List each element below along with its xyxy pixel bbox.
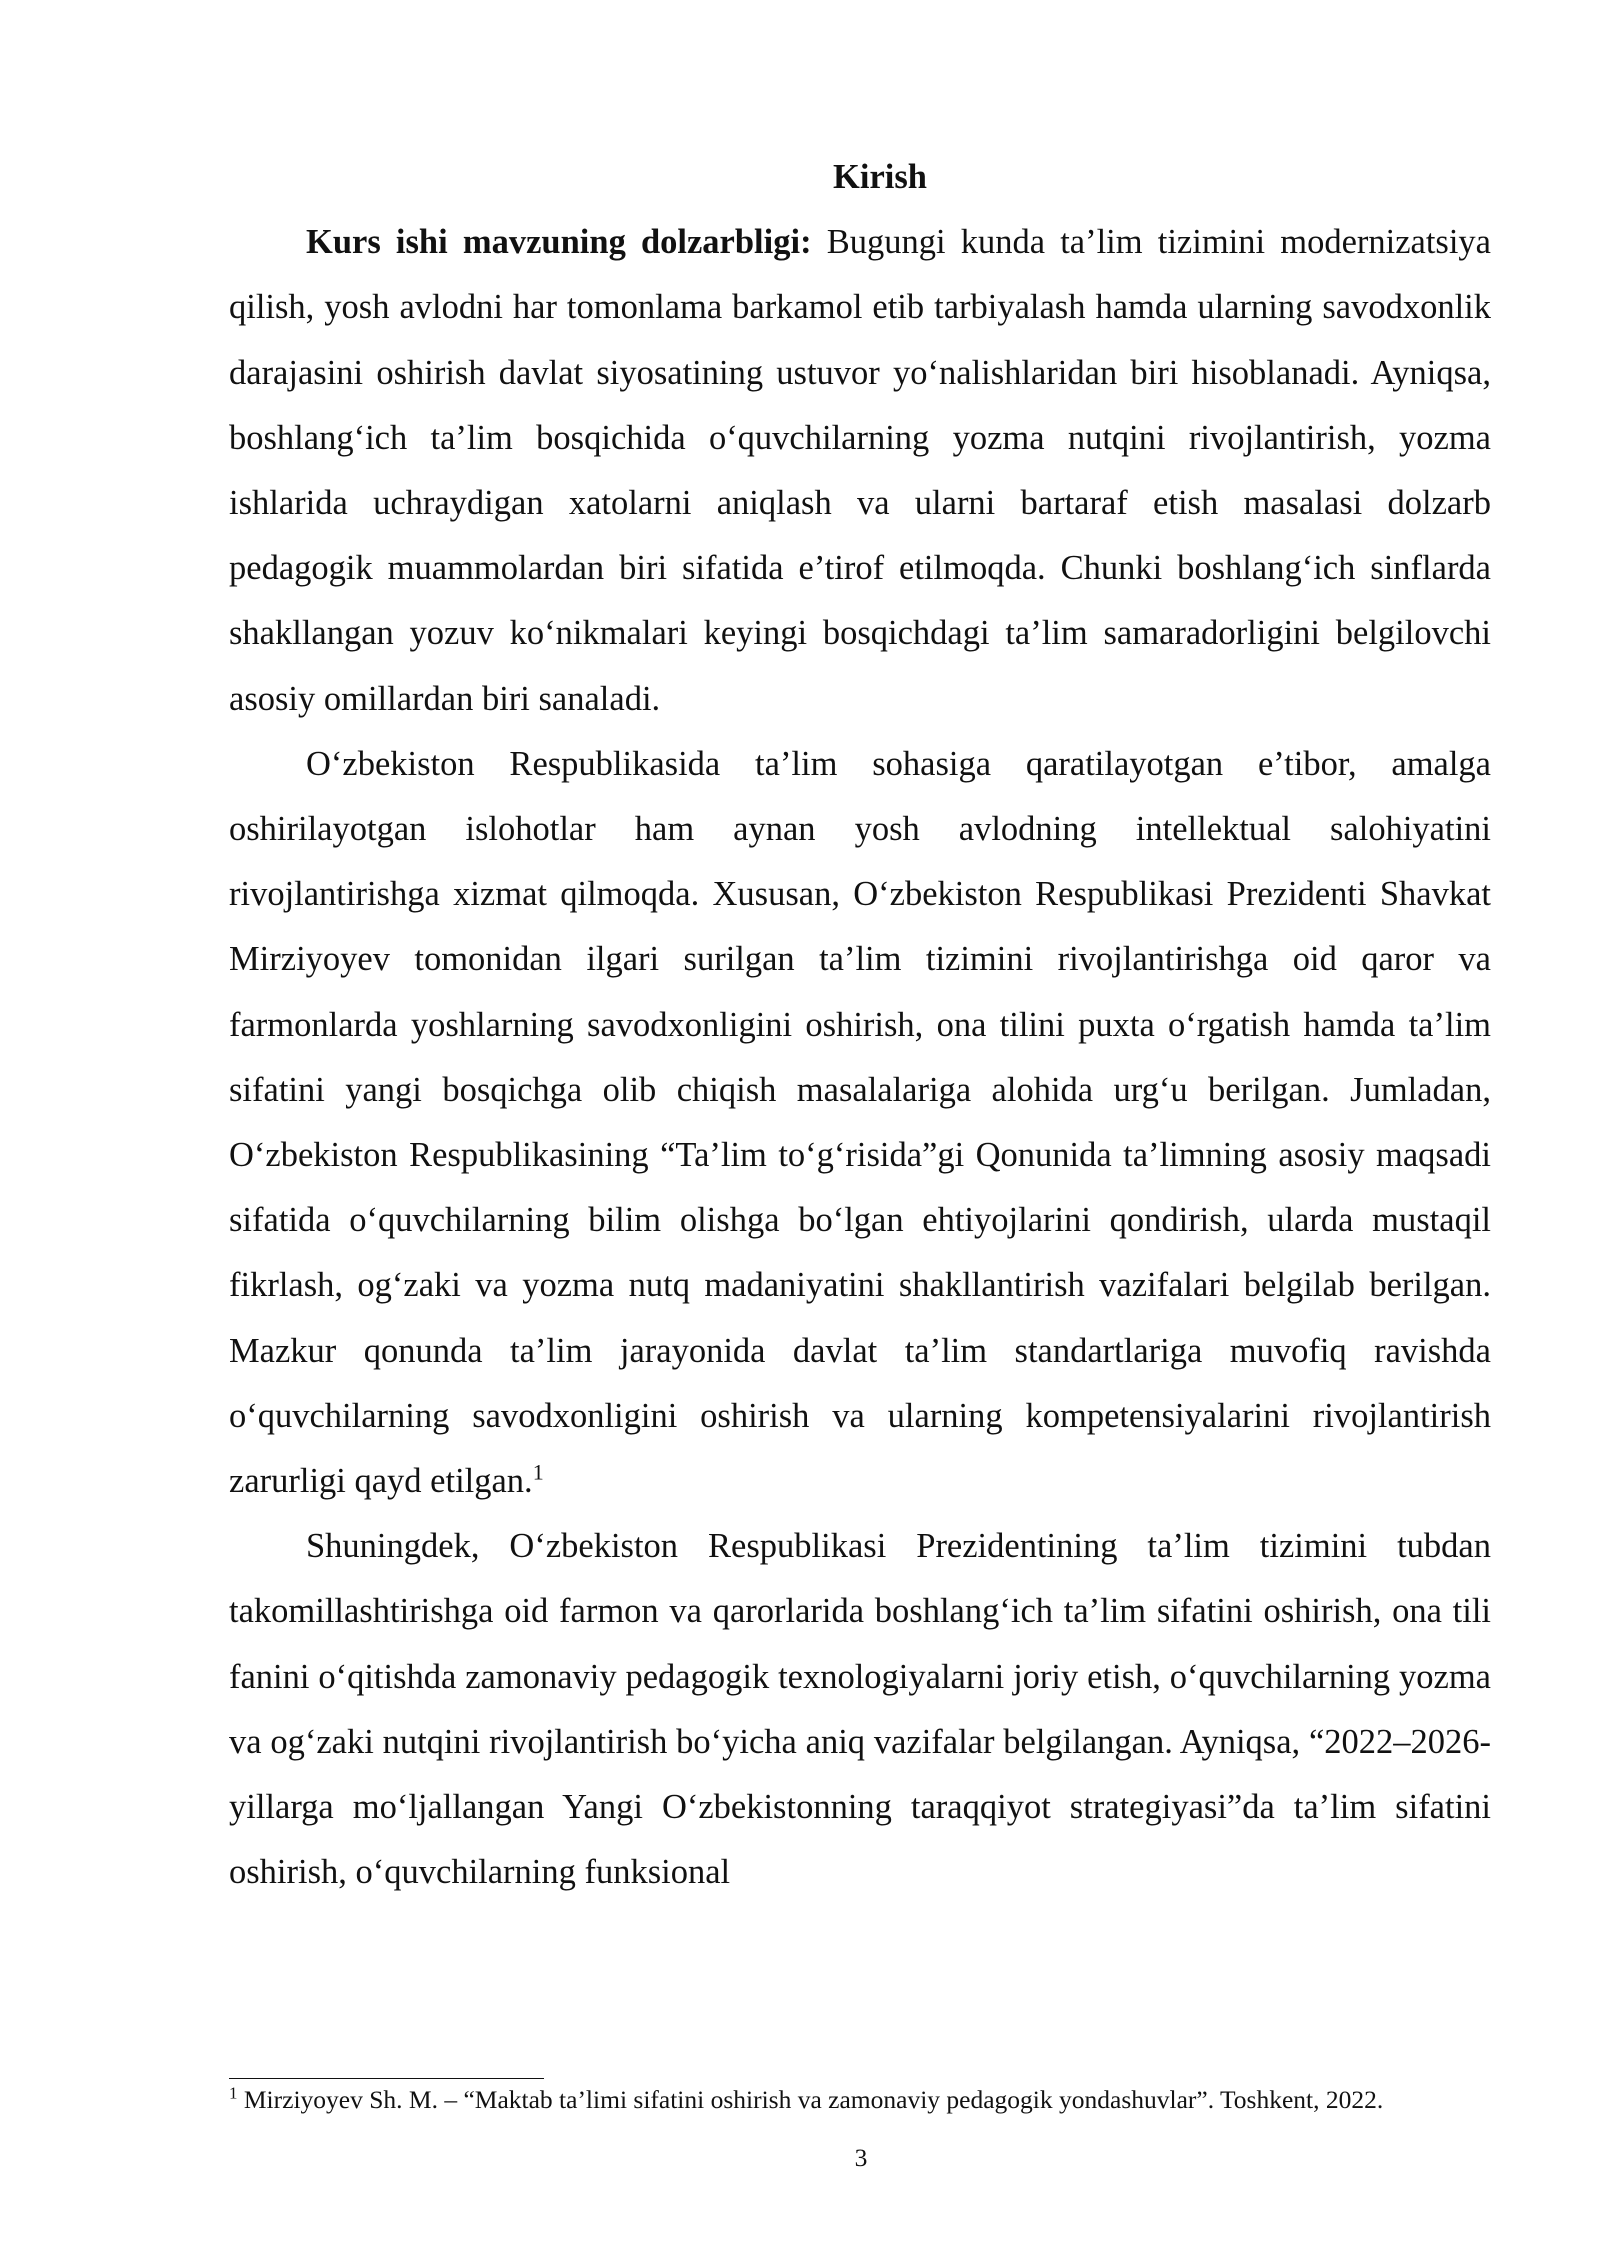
paragraph-text: O‘zbekiston Respublikasida ta’lim sohasiga qaratilayotgan e’tibor, amalga oshirilayotgan islohotlar ham aynan yosh avlodning intellektual salohiyatini rivojlantirishga xizmat qilmoqda. Xususan, O‘zbekiston Respublikasi Prezidenti Shavkat Mirziyoyev tomonidan ilgari surilgan ta’lim tizimini rivojlantirishga oid qaror va farmonlarda yoshlarning savodxonligini oshirish, ona tilini puxta o‘rgatish hamda ta’lim sifatini yangi bosqichga olib chiqish masalalariga alohida urg‘u berilgan. Jumladan, O‘zbekiston Respublikasining “Ta’lim to‘g‘risida”gi Qonunida ta’limning asosiy maqsadi sifatida o‘quvchilarning bilim olishga bo‘lgan ehtiyojlarini qondirish, ularda mustaqil fikrlash, og‘zaki va yozma nutq madaniyatini shakllantirish vazifalari belgilab berilgan. Mazkur qonunda ta’lim jarayonida davlat ta’lim standartlariga muvofiq ravishda o‘quvchilarning savodxonligini oshirish va ularning kompetensiyalarini rivojlantirish zarurligi qayd etilgan. xyxy=(229,744,1491,1501)
footnote xyxy=(229,2083,1491,2117)
footnote-text: Mirziyoyev Sh. M. – “Maktab ta’limi sifatini oshirish va zamonaviy pedagogik yondashuvlar”. Toshkent, 2022. xyxy=(237,2085,1384,2114)
page-heading: Kirish xyxy=(833,158,927,196)
paragraph-text: Bugungi kunda ta’lim tizimini modernizatsiya qilish, yosh avlodni har tomonlama barkamol etib tarbiyalash hamda ularning savodxonlik darajasini oshirish davlat siyosatining ustuvor yo‘nalishlaridan biri hisoblanadi. Ayniqsa, boshlang‘ich ta’lim bosqichida o‘quvchilarning yozma nutqini rivojlantirish, yozma ishlarida uchraydigan xatolarni aniqlash va ularni bartaraf etish masalasi dolzarb pedagogik muammolardan biri sifatida e’tirof etilmoqda. Chunki boshlang‘ich sinflarda shakllangan yozuv ko‘nikmalari keyingi bosqichdagi ta’lim samaradorligini belgilovchi asosiy omillardan biri sanaladi. xyxy=(229,223,1491,718)
paragraph-relevance xyxy=(229,210,1491,732)
body-text xyxy=(229,145,1491,1905)
footnote-separator xyxy=(229,2078,544,2079)
page-number: 3 xyxy=(854,2143,868,2172)
footnote-reference[interactable]: 1 xyxy=(532,1459,544,1485)
paragraph-reforms xyxy=(229,732,1491,1514)
paragraph-text: Shuningdek, O‘zbekiston Respublikasi Prezidentining ta’lim tizimini tubdan takomillashtirishga oid farmon va qarorlarida boshlang‘ich ta’lim sifatini oshirish, ona tili fanini o‘qitishda zamonaviy pedagogik texnologiyalarni joriy etish, o‘quvchilarning yozma va og‘zaki nutqini rivojlantirish bo‘yicha aniq vazifalar belgilangan. Ayniqsa, “2022–2026-yillarga mo‘ljallangan Yangi O‘zbekistonning taraqqiyot strategiyasi”da ta’lim sifatini oshirish, o‘quvchilarning funksional xyxy=(229,1527,1491,1892)
paragraph-strategy xyxy=(229,1514,1491,1905)
footnote-marker: 1 xyxy=(229,2083,238,2103)
paragraph-lead: Kurs ishi mavzuning dolzarbligi: xyxy=(306,223,812,262)
